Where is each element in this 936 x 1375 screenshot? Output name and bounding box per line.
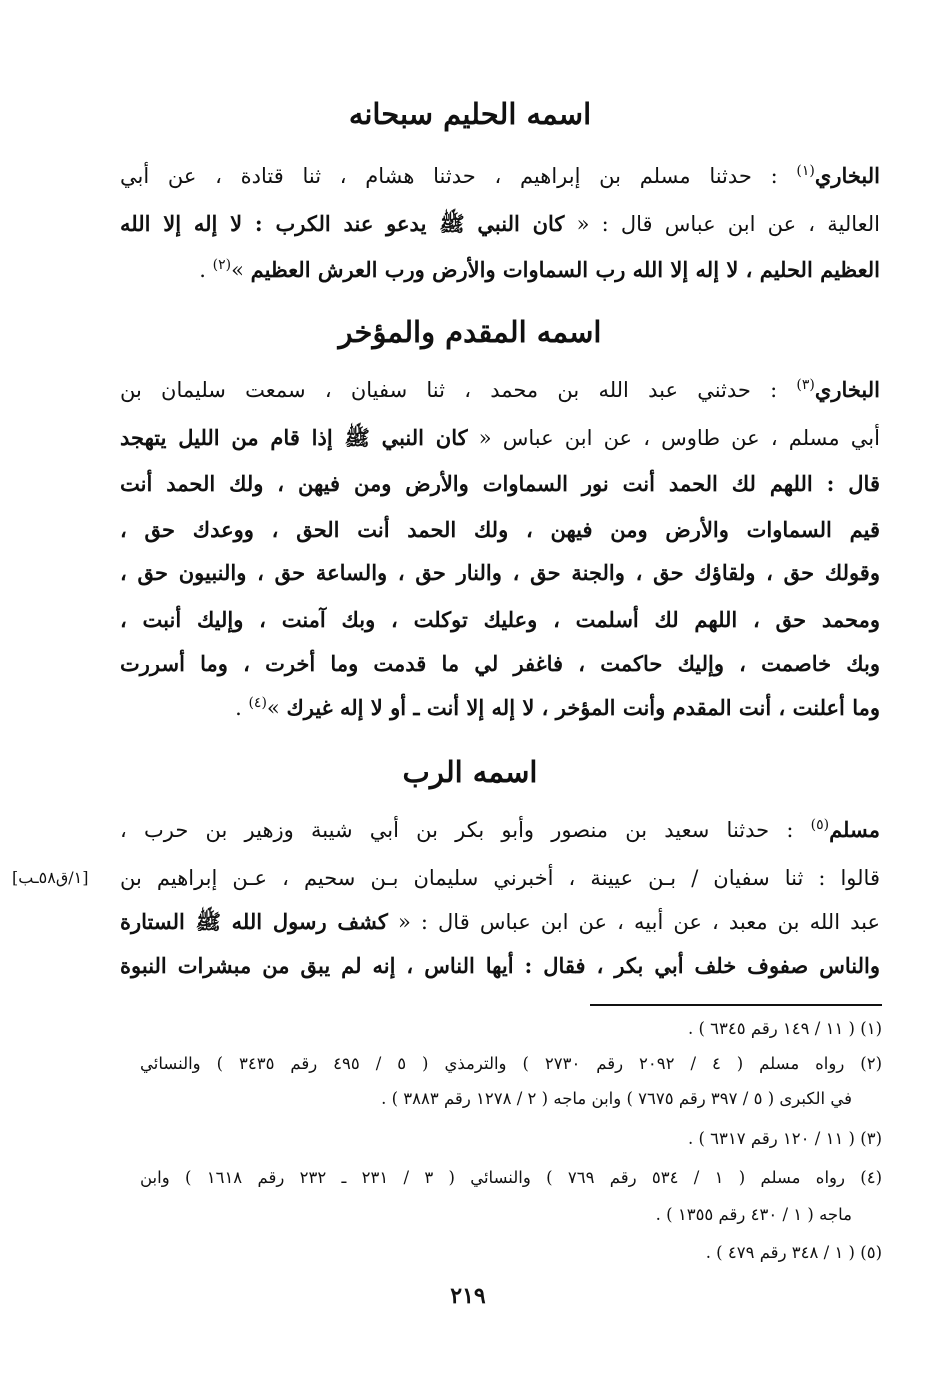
text-run: : حدثنا مسلم بن إبراهيم ، حدثنا هشام ، ثنا قتادة ، عن أبي <box>120 164 797 188</box>
footnote-marker: (٤) <box>248 695 267 711</box>
text-run: » <box>231 258 251 282</box>
text-line <box>120 206 880 242</box>
text-line <box>120 690 880 726</box>
manuscript-folio-note: [١/ق٥٨ـب] <box>12 868 89 887</box>
footnote-marker: (٣) <box>796 377 815 393</box>
hadith-text: كان النبي ﷺ إذا قام من الليل يتهجد <box>120 425 468 450</box>
footnote-continuation: في الكبرى ( ٥ / ٣٩٧ رقم ٧٦٧٥ ) وابن ماجه ( ٢ / ١٢٧٨ رقم ٣٨٨٣ ) . <box>381 1089 852 1108</box>
text-run: أبي مسلم ، عن طاوس ، عن ابن عباس « <box>467 426 880 450</box>
footnote-continuation: ماجه ( ١ / ٤٣٠ رقم ١٣٥٥ ) . <box>655 1205 852 1224</box>
text-line <box>120 372 880 408</box>
text-run: » <box>266 696 287 720</box>
text-line <box>120 555 880 591</box>
hadith-text: وما أعلنت ، أنت المقدم وأنت المؤخر ، لا إله إلا أنت ـ أو لا إله غيرك <box>286 695 880 720</box>
footnote: (٤) رواه مسلم ( ١ / ٥٣٤ رقم ٧٦٩ ) والنسائي ( ٣ / ٢٣١ ـ ٢٣٢ رقم ١٦١٨ ) وابن <box>140 1168 882 1187</box>
section-heading-halim: اسمه الحليم سبحانه <box>348 97 592 131</box>
hadith-text: وبك خاصمت ، وإليك حاكمت ، فاغفر لي ما قدمت وما أخرت ، وما أسررت <box>120 651 880 676</box>
text-line <box>120 602 880 638</box>
hadith-text: قال : اللهم لك الحمد أنت نور السماوات والأرض ومن فيهن ، ولك الحمد أنت <box>120 471 880 496</box>
text-run: العالية ، عن ابن عباس قال : « <box>564 212 880 236</box>
text-line <box>120 420 880 456</box>
hadith-text: وقولك حق ، ولقاؤك حق ، والجنة حق ، والنار حق ، والساعة حق ، والنبيون حق ، <box>120 560 880 585</box>
footnote-marker: (١) <box>796 163 815 179</box>
text-line <box>120 158 880 194</box>
section-heading-muqaddim: اسمه المقدم والمؤخر <box>338 315 602 349</box>
footnote: (٢) رواه مسلم ( ٤ / ٢٠٩٢ رقم ٢٧٣٠ ) والترمذي ( ٥ / ٤٩٥ رقم ٣٤٣٥ ) والنسائي <box>140 1054 882 1073</box>
text-line <box>120 646 880 682</box>
footnote-separator <box>590 1004 882 1006</box>
section-heading-rabb: اسمه الرب <box>402 755 538 789</box>
text-line <box>120 948 880 984</box>
source-name: البخاري <box>814 377 880 402</box>
hadith-text: العظيم الحليم ، لا إله إلا الله رب السماوات والأرض ورب العرش العظيم <box>250 257 880 282</box>
source-name: مسلم <box>829 817 880 842</box>
text-line <box>120 512 880 548</box>
footnote: (١) ( ١١ / ١٤٩ رقم ٦٣٤٥ ) . <box>687 1019 882 1038</box>
hadith-text: والناس صفوف خلف أبي بكر ، فقال : أيها الناس ، إنه لم يبق من مبشرات النبوة <box>120 953 880 978</box>
text-line <box>120 812 880 848</box>
footnote: (٣) ( ١١ / ١٢٠ رقم ٦٣١٧ ) . <box>687 1129 882 1148</box>
text-run: عبد الله بن معبد ، عن أبيه ، عن ابن عباس قال : « <box>387 910 880 934</box>
footnote-marker: (٢) <box>212 257 232 273</box>
footnote: (٥) ( ١ / ٣٤٨ رقم ٤٧٩ ) . <box>705 1243 882 1262</box>
text-run: : حدثنا سعيد بن منصور وأبو بكر بن أبي شيبة وزهير بن حرب ، <box>120 818 811 842</box>
text-line <box>120 252 880 288</box>
hadith-text: ومحمد حق ، اللهم لك أسلمت ، وعليك توكلت ، وبك آمنت ، وإليك أنبت ، <box>120 607 880 632</box>
hadith-text: قيم السماوات والأرض ومن فيهن ، ولك الحمد أنت الحق ، ووعدك حق ، <box>120 517 880 542</box>
text-line <box>120 466 880 502</box>
text-run: . <box>235 696 249 720</box>
page-number: ٢١٩ <box>450 1283 486 1309</box>
footnote-marker: (٥) <box>810 817 830 833</box>
text-line <box>120 904 880 940</box>
hadith-text: كان النبي ﷺ يدعو عند الكرب : لا إله إلا الله <box>120 211 565 236</box>
text-run: . <box>199 258 213 282</box>
source-name: البخاري <box>814 163 880 188</box>
text-line <box>120 860 880 896</box>
hadith-text: كشف رسول الله ﷺ الستارة <box>120 909 388 934</box>
text-run: قالوا : ثنا سفيان / بـن عيينة ، أخبرني سليمان بـن سحيم ، عـن إبراهيم بن <box>120 866 880 890</box>
text-run: : حدثني عبد الله بن محمد ، ثنا سفيان ، سمعت سليمان بن <box>120 378 797 402</box>
